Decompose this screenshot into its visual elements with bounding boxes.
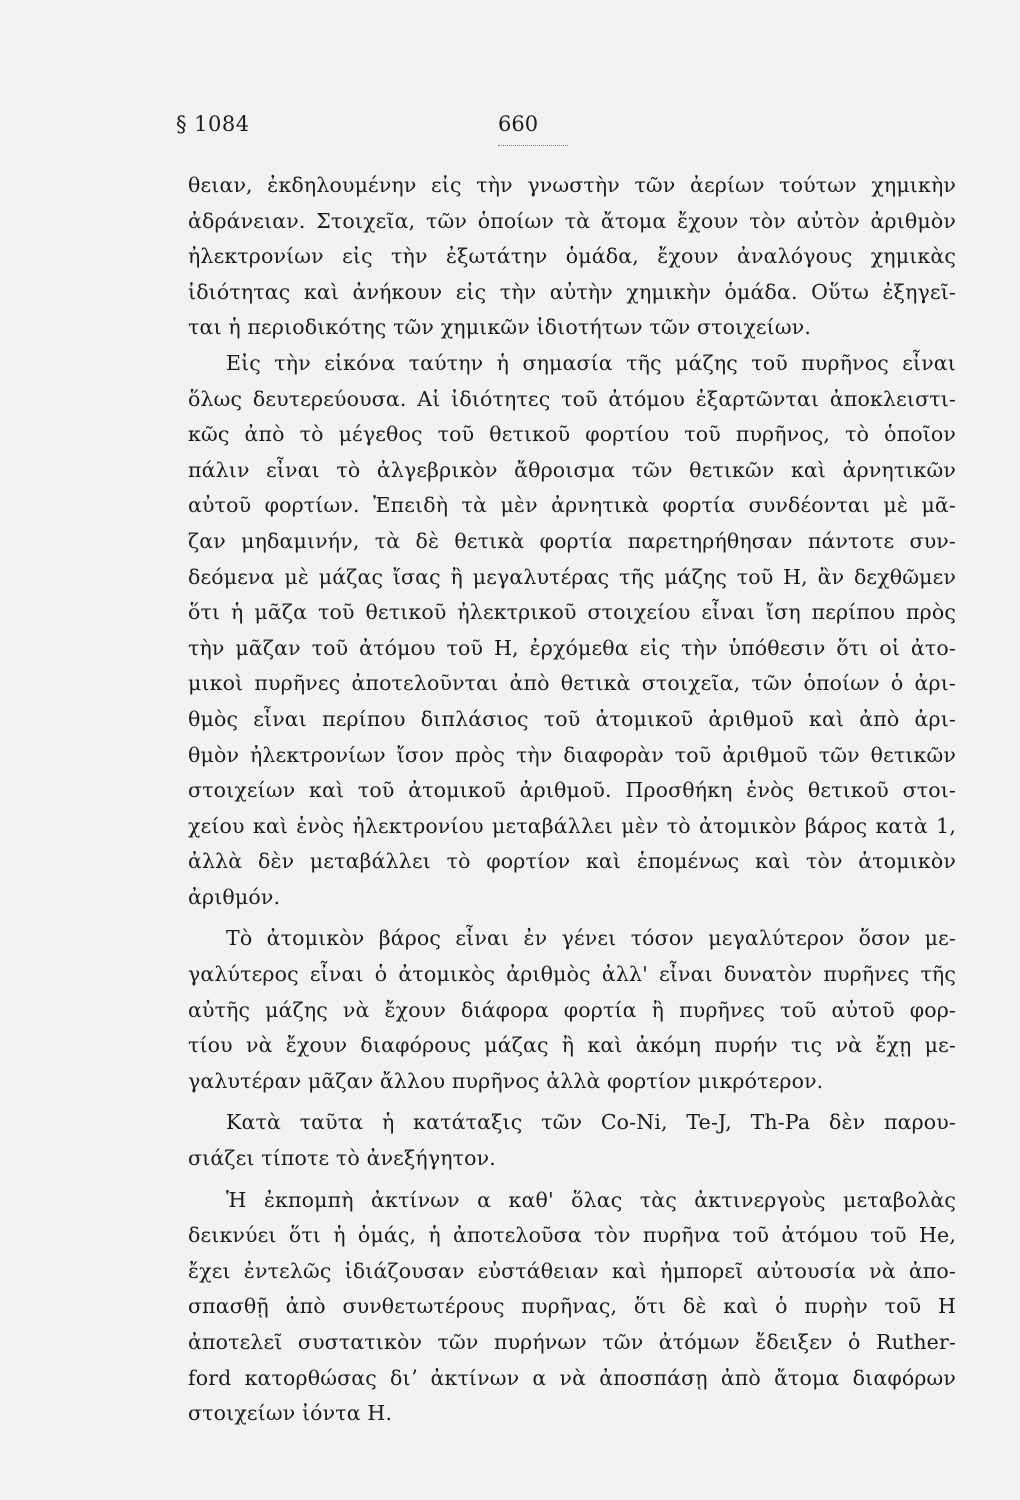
text-line: κῶς ἀπὸ τὸ μέγεθος τοῦ θετικοῦ φορτίου τοῦ πυρῆνος, τὸ ὁποῖον (188, 422, 956, 447)
text-line: γαλυτέραν μᾶζαν ἄλλου πυρῆνος ἀλλὰ φορτίον μικρότερον. (188, 1068, 824, 1093)
text-line: ὅλως δευτερεύουσα. Αἱ ἰδιότητες τοῦ ἀτόμου ἐξαρτῶνται ἀποκλειστι- (188, 386, 956, 411)
text-line: ἔχει ἐντελῶς ἰδιάζουσαν εὐστάθειαν καὶ ἠμπορεῖ αὐτουσία νὰ ἀπο- (188, 1258, 956, 1283)
text-line: μικοὶ πυρῆνες ἀποτελοῦνται ἀπὸ θετικὰ στοιχεῖα, τῶν ὁποίων ὁ ἀρι- (188, 671, 956, 696)
page-header (176, 112, 956, 152)
text-line: ὅτι ἡ μᾶζα τοῦ θετικοῦ ἠλεκτρικοῦ στοιχείου εἶναι ἴση περίπου πρὸς (188, 600, 956, 625)
text-line: αὐτοῦ φορτίων. Ἐπειδὴ τὰ μὲν ἀρνητικὰ φορτία συνδέονται μὲ μᾶ- (188, 493, 956, 518)
text-line: σπασθῇ ἀπὸ συνθετωτέρους πυρῆνας, ὅτι δὲ καὶ ὁ πυρὴν τοῦ Η (188, 1294, 956, 1319)
paragraph (188, 921, 956, 1099)
text-line: πάλιν εἶναι τὸ ἀλγεβρικὸν ἄθροισμα τῶν θετικῶν καὶ ἀρνητικῶν (188, 457, 956, 482)
text-line: τίου νὰ ἔχουν διαφόρους μάζας ἢ καὶ ἀκόμη πυρήν τις νὰ ἔχῃ με- (188, 1033, 956, 1058)
text-line: γαλύτερος εἶναι ὁ ἀτομικὸς ἀριθμὸς ἀλλ' εἶναι δυνατὸν πυρῆνες τῆς (188, 962, 956, 987)
page-number: 660 (498, 112, 539, 136)
section-number: § 1084 (176, 112, 250, 136)
paragraph (188, 168, 956, 346)
paragraph (188, 1183, 956, 1432)
text-line: θμὸν ἠλεκτρονίων ἴσον πρὸς τὴν διαφορὰν τοῦ ἀριθμοῦ τῶν θετικῶν (188, 742, 956, 767)
text-line: Ἡ ἐκπομπὴ ἀκτίνων α καθ' ὅλας τὰς ἀκτινεργοὺς μεταβολὰς (226, 1187, 956, 1212)
text-line: ἰδιότητας καὶ ἀνήκουν εἰς τὴν αὐτὴν χημικὴν ὁμάδα. Οὕτω ἐξηγεῖ- (188, 279, 956, 304)
paragraph (188, 1105, 956, 1176)
text-line: στοιχείων καὶ τοῦ ἀτομικοῦ ἀριθμοῦ. Προσθήκη ἑνὸς θετικοῦ στοι- (188, 778, 956, 803)
text-line: δεικνύει ὅτι ἡ ὁμάς, ἡ ἀποτελοῦσα τὸν πυρῆνα τοῦ ἀτόμου τοῦ He, (188, 1223, 956, 1248)
text-line: Εἰς τὴν εἰκόνα ταύτην ἡ σημασία τῆς μάζης τοῦ πυρῆνος εἶναι (226, 350, 956, 375)
text-line: ἀριθμόν. (188, 884, 281, 909)
text-line: Τὸ ἀτομικὸν βάρος εἶναι ἐν γένει τόσον μεγαλύτερον ὅσον με- (226, 926, 956, 951)
text-line: ἠλεκτρονίων εἰς τὴν ἐξωτάτην ὁμάδα, ἔχουν ἀναλόγους χημικὰς (188, 244, 956, 269)
text-line: αὐτῆς μάζης νὰ ἔχουν διάφορα φορτία ἢ πυρῆνες τοῦ αὐτοῦ φορ- (188, 997, 956, 1022)
text-line: σιάζει τίποτε τὸ ἀνεξήγητον. (188, 1146, 496, 1171)
page-number-underline (498, 145, 568, 147)
paragraph (188, 346, 956, 916)
text-line: ἀδράνειαν. Στοιχεῖα, τῶν ὁποίων τὰ ἄτομα ἔχουν τὸν αὐτὸν ἀριθμὸν (188, 208, 956, 233)
text-line: θειαν, ἐκδηλουμένην εἰς τὴν γνωστὴν τῶν ἀερίων τούτων χημικὴν (188, 173, 956, 197)
text-line: ἀλλὰ δὲν μεταβάλλει τὸ φορτίον καὶ ἑπομένως καὶ τὸν ἀτομικὸν (188, 849, 956, 874)
text-line: δεόμενα μὲ μάζας ἴσας ἢ μεγαλυτέρας τῆς μάζης τοῦ Η, ἂν δεχθῶμεν (188, 564, 956, 589)
text-line: χείου καὶ ἑνὸς ἠλεκτρονίου μεταβάλλει μὲν τὸ ἀτομικὸν βάρος κατὰ 1, (188, 813, 956, 838)
text-line: τὴν μᾶζαν τοῦ ἀτόμου τοῦ Η, ἐρχόμεθα εἰς τὴν ὑπόθεσιν ὅτι οἱ ἀτο- (188, 635, 956, 660)
text-line: Κατὰ ταῦτα ἡ κατάταξις τῶν Co-Ni, Te-J, Th-Pa δὲν παρου- (226, 1110, 956, 1135)
text-line: στοιχείων ἰόντα Η. (188, 1401, 393, 1426)
text-line: ζαν μηδαμινήν, τὰ δὲ θετικὰ φορτία παρετηρήθησαν πάντοτε συν- (188, 528, 956, 553)
text-line: ford κατορθώσας διʼ ἀκτίνων α νὰ ἀποσπάσῃ ἀπὸ ἄτομα διαφόρων (188, 1365, 956, 1390)
text-line: ται ἡ περιοδικότης τῶν χημικῶν ἰδιοτήτων τῶν στοιχείων. (188, 315, 812, 340)
body-text (188, 168, 956, 1432)
text-line: θμὸς εἶναι περίπου διπλάσιος τοῦ ἀτομικοῦ ἀριθμοῦ καὶ ἀπὸ ἀρι- (188, 706, 956, 731)
text-line: ἀποτελεῖ συστατικὸν τῶν πυρήνων τῶν ἀτόμων ἔδειξεν ὁ Ruther- (188, 1330, 956, 1354)
